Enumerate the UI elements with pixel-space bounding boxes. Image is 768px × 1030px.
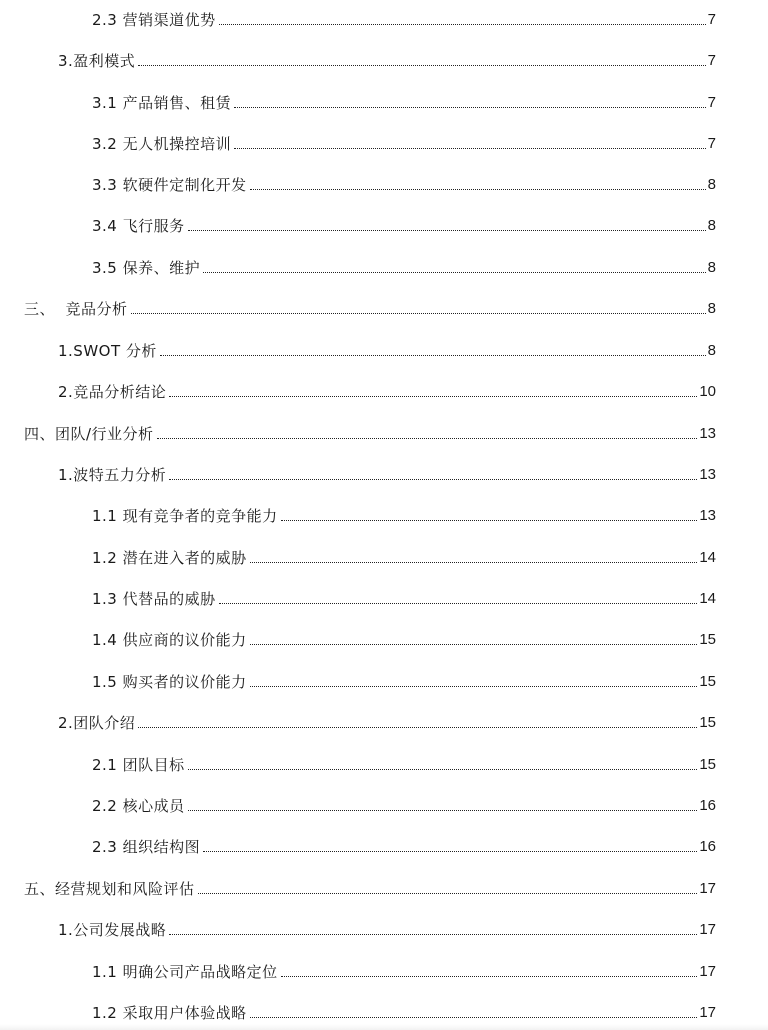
toc-entry-title: 1.5 购买者的议价能力 (92, 673, 247, 691)
page-bottom-edge (0, 1024, 768, 1030)
toc-entry-2-3-marketing-channels[interactable] (92, 6, 716, 30)
toc-page-number: 8 (707, 217, 716, 234)
toc-page-number: 17 (699, 1004, 716, 1021)
toc-entry-3-5-maintenance[interactable] (92, 254, 716, 278)
toc-entry-1-1-product-positioning[interactable] (92, 958, 716, 982)
toc-entry-title: 3.2 无人机操控培训 (92, 135, 232, 153)
toc-entry-1-company-strategy[interactable] (58, 916, 716, 940)
toc-dot-leader (250, 644, 698, 645)
toc-entry-1-2-potential-entrants[interactable] (92, 544, 716, 568)
toc-dot-leader (234, 107, 706, 108)
toc-page-number: 17 (699, 963, 716, 980)
toc-dot-leader (138, 727, 697, 728)
toc-page-number: 15 (699, 673, 716, 690)
toc-entry-title: 2.竞品分析结论 (58, 383, 167, 401)
toc-entry-title: 四、团队/行业分析 (24, 425, 154, 443)
toc-page-number: 13 (699, 466, 716, 483)
toc-entry-3-1-sales-rental[interactable] (92, 89, 716, 113)
toc-page-number: 8 (707, 176, 716, 193)
toc-entry-title: 3.5 保养、维护 (92, 259, 201, 277)
toc-entry-2-competitor-conclusion[interactable] (58, 378, 716, 402)
toc-entry-section-5-planning-risk[interactable] (24, 875, 716, 899)
toc-entry-title: 五、经营规划和风险评估 (24, 880, 195, 898)
toc-entry-section-3-competitor-analysis[interactable] (24, 295, 716, 319)
toc-entry-1-porter-five-forces[interactable] (58, 461, 716, 485)
toc-entry-title: 2.3 营销渠道优势 (92, 11, 216, 29)
toc-entry-title: 3.1 产品销售、租赁 (92, 94, 232, 112)
toc-entry-1-1-existing-competitors[interactable] (92, 502, 716, 526)
toc-dot-leader (250, 1017, 698, 1018)
toc-entry-title: 1.SWOT 分析 (58, 342, 157, 360)
toc-page-number: 8 (707, 300, 716, 317)
toc-dot-leader (188, 810, 698, 811)
toc-dot-leader (234, 148, 706, 149)
toc-entry-title: 1.公司发展战略 (58, 921, 167, 939)
toc-page-number: 7 (707, 94, 716, 111)
toc-entry-section-4-team-industry[interactable] (24, 420, 716, 444)
toc-entry-3-3-custom-development[interactable] (92, 171, 716, 195)
toc-dot-leader (188, 769, 698, 770)
toc-dot-leader (219, 603, 698, 604)
toc-entry-1-5-buyer-power[interactable] (92, 668, 716, 692)
toc-entry-title: 3.盈利模式 (58, 52, 136, 70)
toc-entry-title: 1.2 采取用户体验战略 (92, 1004, 247, 1022)
toc-entry-2-2-core-members[interactable] (92, 792, 716, 816)
toc-dot-leader (250, 189, 706, 190)
toc-dot-leader (203, 851, 697, 852)
toc-page-number: 7 (707, 52, 716, 69)
toc-entry-2-team-intro[interactable] (58, 709, 716, 733)
toc-entry-title: 3.3 软硬件定制化开发 (92, 176, 247, 194)
toc-dot-leader (169, 396, 697, 397)
toc-entry-title: 三、 竞品分析 (24, 300, 128, 318)
toc-entry-title: 1.1 现有竞争者的竞争能力 (92, 507, 278, 525)
toc-entry-title: 1.1 明确公司产品战略定位 (92, 963, 278, 981)
toc-entry-title: 1.3 代替品的威胁 (92, 590, 216, 608)
toc-entry-title: 3.4 飞行服务 (92, 217, 185, 235)
toc-entry-3-profit-model[interactable] (58, 47, 716, 71)
toc-page-number: 16 (699, 797, 716, 814)
toc-dot-leader (281, 520, 698, 521)
toc-entry-title: 2.2 核心成员 (92, 797, 185, 815)
toc-entry-2-3-org-chart[interactable] (92, 833, 716, 857)
toc-entry-title: 1.波特五力分析 (58, 466, 167, 484)
toc-entry-title: 1.2 潜在进入者的威胁 (92, 549, 247, 567)
toc-entry-1-3-substitutes[interactable] (92, 585, 716, 609)
toc-dot-leader (188, 230, 706, 231)
toc-dot-leader (157, 438, 698, 439)
toc-entry-title: 1.4 供应商的议价能力 (92, 631, 247, 649)
toc-page-number: 13 (699, 507, 716, 524)
toc-page-number: 17 (699, 921, 716, 938)
toc-dot-leader (169, 934, 697, 935)
toc-dot-leader (203, 272, 706, 273)
toc-page-number: 15 (699, 631, 716, 648)
toc-page-number: 8 (707, 259, 716, 276)
toc-dot-leader (198, 893, 698, 894)
toc-dot-leader (281, 976, 698, 977)
toc-page-number: 15 (699, 756, 716, 773)
toc-page-number: 7 (707, 135, 716, 152)
toc-entry-title: 2.1 团队目标 (92, 756, 185, 774)
toc-page-number: 13 (699, 425, 716, 442)
toc-page-number: 17 (699, 880, 716, 897)
toc-entry-3-4-flight-services[interactable] (92, 212, 716, 236)
toc-page-number: 16 (699, 838, 716, 855)
toc-page-number: 8 (707, 342, 716, 359)
toc-entry-1-swot-analysis[interactable] (58, 337, 716, 361)
toc-dot-leader (219, 24, 706, 25)
toc-entry-1-2-user-experience[interactable] (92, 999, 716, 1023)
toc-dot-leader (138, 65, 705, 66)
toc-page-number: 10 (699, 383, 716, 400)
toc-dot-leader (169, 479, 697, 480)
toc-page-number: 14 (699, 549, 716, 566)
toc-page-number: 15 (699, 714, 716, 731)
toc-dot-leader (250, 686, 698, 687)
toc-dot-leader (131, 313, 706, 314)
toc-entry-title: 2.3 组织结构图 (92, 838, 201, 856)
toc-entry-1-4-supplier-power[interactable] (92, 626, 716, 650)
toc-dot-leader (250, 562, 698, 563)
toc-page-number: 14 (699, 590, 716, 607)
toc-entry-title: 2.团队介绍 (58, 714, 136, 732)
toc-entry-2-1-team-goals[interactable] (92, 751, 716, 775)
toc-dot-leader (160, 355, 706, 356)
toc-entry-3-2-drone-training[interactable] (92, 130, 716, 154)
toc-page-number: 7 (707, 11, 716, 28)
